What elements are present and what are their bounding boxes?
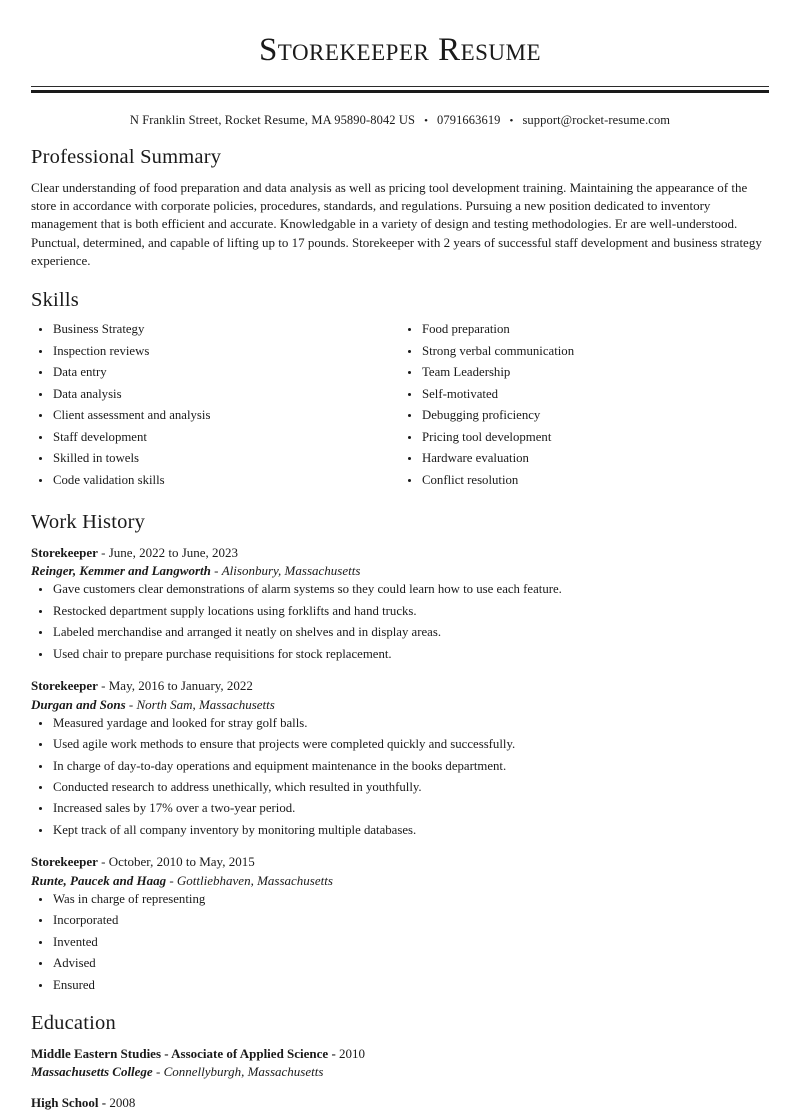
list-item: Gave customers clear demonstrations of alarm systems so they could learn how to use each feature. xyxy=(31,581,769,598)
list-item: Used agile work methods to ensure that projects were completed quickly and successfully. xyxy=(31,736,769,753)
work-entry-bullets xyxy=(31,581,769,663)
list-item: Inspection reviews xyxy=(31,343,400,360)
job-company: Runte, Paucek and Haag xyxy=(31,872,167,888)
list-item: Food preparation xyxy=(400,321,769,338)
section-work-history xyxy=(31,510,769,994)
job-dash: - xyxy=(128,696,134,712)
contact-email[interactable]: support@rocket-resume.com xyxy=(522,112,671,127)
list-item: Data analysis xyxy=(31,386,400,403)
contact-separator-2: • xyxy=(509,115,514,128)
job-dash: - xyxy=(169,872,174,888)
contact-phone: 0791663619 xyxy=(437,112,501,127)
job-dash: - xyxy=(214,563,219,579)
list-item: Ensured xyxy=(31,977,769,994)
list-item: Pricing tool development xyxy=(400,429,769,446)
list-item: Measured yardage and looked for stray golf balls. xyxy=(31,715,769,732)
work-entry-bullets xyxy=(31,891,769,994)
job-dash: - xyxy=(101,544,106,560)
job-location: North Sam, Massachusetts xyxy=(136,696,275,712)
list-item: Staff development xyxy=(31,429,400,446)
skills-columns xyxy=(31,321,769,493)
list-item: Self-motivated xyxy=(400,386,769,403)
education-dash: - xyxy=(155,1064,161,1080)
list-item: Skilled in towels xyxy=(31,450,400,467)
work-entry-title-line xyxy=(31,677,769,696)
education-entry-clipped xyxy=(31,1094,769,1113)
job-dates: May, 2016 to January, 2022 xyxy=(108,677,253,693)
list-item: Conflict resolution xyxy=(400,472,769,489)
skills-list-left xyxy=(31,321,400,488)
job-company: Durgan and Sons xyxy=(31,696,126,712)
education-year: 2008 xyxy=(109,1095,136,1111)
list-item: Debugging proficiency xyxy=(400,407,769,424)
job-dash: - xyxy=(101,854,106,870)
work-entry-company-line xyxy=(31,696,769,715)
page-title: Storekeeper Resume xyxy=(258,32,542,68)
education-dash: - xyxy=(101,1095,107,1111)
education-location: Connellyburgh, Massachusetts xyxy=(163,1064,324,1080)
list-item: Was in charge of representing xyxy=(31,891,769,908)
list-item: Code validation skills xyxy=(31,472,400,489)
list-item: Client assessment and analysis xyxy=(31,407,400,424)
job-dates: October, 2010 to May, 2015 xyxy=(108,854,255,870)
list-item: Advised xyxy=(31,955,769,972)
section-education xyxy=(31,1011,769,1113)
job-title: Storekeeper xyxy=(31,854,98,870)
education-degree: High School xyxy=(31,1095,99,1111)
list-item: Increased sales by 17% over a two-year period. xyxy=(31,800,769,817)
skills-column-left xyxy=(31,321,400,493)
section-skills xyxy=(31,288,769,493)
list-item: Restocked department supply locations using forklifts and hand trucks. xyxy=(31,603,769,620)
contact-info xyxy=(31,113,769,128)
education-degree-line-clipped xyxy=(31,1094,769,1113)
summary-paragraph: Clear understanding of food preparation and data analysis as well as pricing tool development training. Maintaining the appearance of the store in accordance with corporate policies, procedures, standards, and regulations. Pursuing a new position dedicated to inventory management that is both efficient and accurate. Knowledgable in a variety of design and testing methodologies. Er are well-understood. Punctual, determined, and capable of lifting up to 17 pounds. Storekeeper with 2 years of successful staff development and business strategy experience. xyxy=(31,179,762,269)
job-company: Reinger, Kemmer and Langworth xyxy=(31,563,211,579)
job-title: Storekeeper xyxy=(31,677,98,693)
work-entry xyxy=(31,677,769,839)
contact-address: N Franklin Street, Rocket Resume, MA 95890-8042 US xyxy=(129,112,416,127)
work-entry-title-line xyxy=(31,853,769,872)
job-location: Alisonbury, Massachusetts xyxy=(221,563,361,579)
divider-rule-thick xyxy=(31,90,769,93)
section-heading-skills: Skills xyxy=(31,288,79,311)
education-degree: Middle Eastern Studies - Associate of Applied Science xyxy=(31,1045,329,1061)
section-professional-summary xyxy=(31,145,769,271)
list-item: Strong verbal communication xyxy=(400,343,769,360)
education-school: Massachusetts College xyxy=(31,1064,153,1080)
section-heading-education: Education xyxy=(31,1011,116,1034)
list-item: Invented xyxy=(31,934,769,951)
list-item: Data entry xyxy=(31,364,400,381)
section-heading-work-history: Work History xyxy=(31,511,146,534)
list-item: Business Strategy xyxy=(31,321,400,338)
education-dash: - xyxy=(331,1045,336,1061)
job-dash: - xyxy=(101,677,106,693)
skills-list-right xyxy=(400,321,769,488)
job-dates: June, 2022 to June, 2023 xyxy=(108,544,239,560)
job-title: Storekeeper xyxy=(31,544,98,560)
list-item: Used chair to prepare purchase requisitions for stock replacement. xyxy=(31,646,769,663)
list-item: Conducted research to address unethically, which resulted in youthfully. xyxy=(31,779,769,796)
section-heading-summary: Professional Summary xyxy=(31,145,222,168)
education-school-line xyxy=(31,1063,769,1082)
list-item: Incorporated xyxy=(31,912,769,929)
education-year: 2010 xyxy=(339,1045,366,1061)
work-entry-company-line xyxy=(31,872,769,891)
header-divider xyxy=(31,86,769,93)
education-degree-line xyxy=(31,1045,769,1064)
job-location: Gottliebhaven, Massachusetts xyxy=(176,872,333,888)
skills-column-right xyxy=(400,321,769,493)
work-entry-title-line xyxy=(31,544,769,563)
list-item: Kept track of all company inventory by monitoring multiple databases. xyxy=(31,822,769,839)
list-item: In charge of day-to-day operations and equipment maintenance in the books department. xyxy=(31,758,769,775)
work-entry xyxy=(31,544,769,663)
list-item: Team Leadership xyxy=(400,364,769,381)
list-item: Labeled merchandise and arranged it neatly on shelves and in display areas. xyxy=(31,624,769,641)
contact-separator-1: • xyxy=(424,115,429,128)
work-entry-company-line xyxy=(31,562,769,581)
education-entry xyxy=(31,1045,769,1083)
work-entry xyxy=(31,853,769,994)
work-entry-bullets xyxy=(31,715,769,840)
list-item: Hardware evaluation xyxy=(400,450,769,467)
